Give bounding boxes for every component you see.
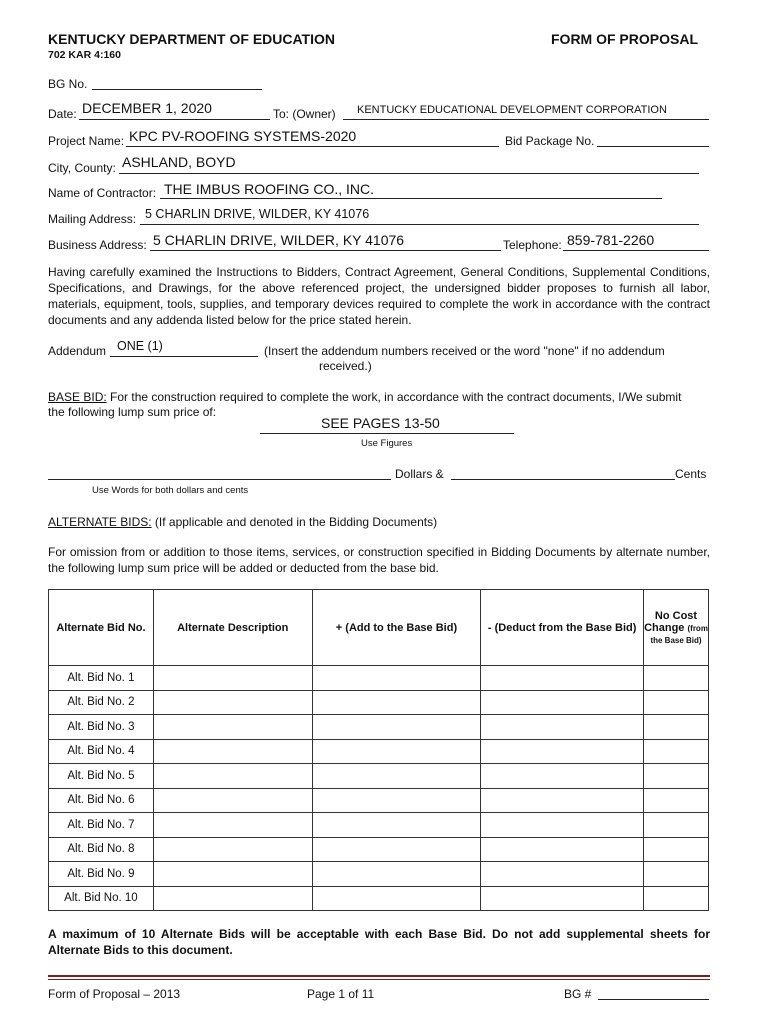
deduct-amount-cell[interactable] (481, 715, 644, 740)
telephone-line (563, 250, 709, 251)
bg-no-label: BG No. (48, 77, 88, 91)
add-amount-cell[interactable] (312, 666, 481, 691)
add-amount-cell[interactable] (312, 739, 481, 764)
dollars-words-field[interactable] (48, 479, 391, 480)
alternate-bids-note: (If applicable and denoted in the Bidding Documents) (151, 515, 438, 529)
footer-bg-field[interactable] (598, 999, 709, 1000)
column-header: + (Add to the Base Bid) (312, 590, 481, 666)
base-bid-text-cont: the following lump sum price of: (48, 405, 217, 419)
deduct-amount-cell[interactable] (481, 764, 644, 789)
alternate-limit-note: A maximum of 10 Alternate Bids will be acceptable with each Base Bid. Do not add supplemental sheets for Alternate Bids to this document. (48, 927, 710, 957)
deduct-amount-cell[interactable] (481, 862, 644, 887)
alt-description-cell[interactable] (153, 788, 312, 813)
deduct-amount-cell[interactable] (481, 837, 644, 862)
regulation-code: 702 KAR 4:160 (48, 49, 121, 61)
no-cost-cell[interactable] (644, 690, 709, 715)
no-cost-cell[interactable] (644, 813, 709, 838)
deduct-amount-cell[interactable] (481, 788, 644, 813)
no-cost-cell[interactable] (644, 666, 709, 691)
alternate-paragraph: For omission from or addition to those items, services, or construction specified in Bidding Documents by alternate number, the following lump sum price will be added or deducted from the base bid. (48, 545, 710, 575)
mailing-label: Mailing Address: (48, 212, 137, 226)
base-bid-text: For the construction required to complete the work, in accordance with the contract documents, I/We submit (106, 390, 682, 404)
business-line (150, 250, 501, 251)
owner-field[interactable]: KENTUCKY EDUCATIONAL DEVELOPMENT CORPORATION (357, 104, 667, 116)
no-cost-cell[interactable] (644, 862, 709, 887)
intro-paragraph: Having carefully examined the Instructions to Bidders, Contract Agreement, General Conditions, Supplemental Conditions, Specifications, and Drawings, for the above referenced project, the undersigned bidder proposes to furnish all labor, materials, equipment, tools, supplies, and temporary devices required to complete the work in accordance with the contract documents and any addenda listed below for the price stated herein. (48, 265, 710, 327)
mailing-field[interactable]: 5 CHARLIN DRIVE, WILDER, KY 41076 (145, 207, 370, 221)
date-field[interactable]: DECEMBER 1, 2020 (82, 100, 212, 116)
alt-bid-number: Alt. Bid No. 1 (49, 666, 154, 691)
no-cost-change: Change (644, 621, 685, 634)
date-line (79, 119, 270, 120)
column-header: Alternate Bid No. (49, 590, 154, 666)
alt-bid-number: Alt. Bid No. 3 (49, 715, 154, 740)
add-amount-cell[interactable] (312, 690, 481, 715)
alt-description-cell[interactable] (153, 715, 312, 740)
add-amount-cell[interactable] (312, 862, 481, 887)
contractor-label: Name of Contractor: (48, 186, 157, 200)
alt-bid-number: Alt. Bid No. 8 (49, 837, 154, 862)
alternate-bids-heading-line (48, 515, 437, 529)
addendum-field[interactable]: ONE (1) (117, 339, 163, 353)
addendum-instruction-cont: received.) (319, 359, 372, 373)
deduct-amount-cell[interactable] (481, 886, 644, 911)
no-cost-cell[interactable] (644, 764, 709, 789)
add-amount-cell[interactable] (312, 788, 481, 813)
add-amount-cell[interactable] (312, 764, 481, 789)
alt-bid-number: Alt. Bid No. 7 (49, 813, 154, 838)
footer-page-number: Page 1 of 11 (307, 987, 375, 1001)
alternate-bids-table (48, 589, 709, 911)
base-bid-figures-field[interactable]: SEE PAGES 13-50 (321, 415, 440, 431)
cents-words-field[interactable] (451, 479, 675, 480)
city-label: City, County: (48, 161, 116, 175)
deduct-amount-cell[interactable] (481, 739, 644, 764)
column-header: Alternate Description (153, 590, 312, 666)
use-figures-caption: Use Figures (361, 438, 413, 449)
add-amount-cell[interactable] (312, 715, 481, 740)
table-row (49, 862, 709, 887)
table-row (49, 715, 709, 740)
column-header-no-cost (644, 590, 709, 666)
addendum-line (110, 356, 258, 357)
footer-bg-label: BG # (564, 987, 592, 1001)
bg-no-field[interactable] (92, 89, 262, 90)
alt-description-cell[interactable] (153, 739, 312, 764)
mailing-line (140, 224, 699, 225)
alt-bid-number: Alt. Bid No. 5 (49, 764, 154, 789)
footer-form-name: Form of Proposal – 2013 (48, 987, 181, 1001)
alt-description-cell[interactable] (153, 690, 312, 715)
alt-bid-number: Alt. Bid No. 10 (49, 886, 154, 911)
alt-description-cell[interactable] (153, 886, 312, 911)
use-words-caption: Use Words for both dollars and cents (92, 485, 249, 496)
contractor-field[interactable]: THE IMBUS ROOFING CO., INC. (164, 181, 375, 197)
base-bid-paragraph (48, 389, 710, 405)
cents-label: Cents (675, 467, 707, 481)
column-header: - (Deduct from the Base Bid) (481, 590, 644, 666)
owner-label: To: (Owner) (273, 107, 336, 121)
table-row (49, 739, 709, 764)
add-amount-cell[interactable] (312, 813, 481, 838)
no-cost-label: No Cost (654, 609, 698, 622)
table-row (49, 764, 709, 789)
addendum-instruction: (Insert the addendum numbers received or the word "none" if no addendum (264, 344, 665, 358)
project-label: Project Name: (48, 134, 125, 148)
footer-rule-thin (48, 979, 710, 980)
footer-rule (48, 975, 710, 977)
no-cost-from: (from (687, 623, 708, 633)
no-cost-cell[interactable] (644, 739, 709, 764)
add-amount-cell[interactable] (312, 886, 481, 911)
telephone-label: Telephone: (503, 238, 562, 252)
contractor-line (160, 198, 662, 199)
deduct-amount-cell[interactable] (481, 666, 644, 691)
table-header-row (49, 590, 709, 666)
no-cost-cell[interactable] (644, 886, 709, 911)
alt-description-cell[interactable] (153, 764, 312, 789)
table-row (49, 837, 709, 862)
alt-bid-number: Alt. Bid No. 9 (49, 862, 154, 887)
no-cost-cell[interactable] (644, 788, 709, 813)
city-line (119, 173, 699, 174)
bid-package-field[interactable] (597, 146, 709, 147)
addendum-label: Addendum (48, 344, 107, 358)
owner-line (343, 119, 709, 120)
city-field[interactable]: ASHLAND, BOYD (122, 154, 236, 170)
base-bid-heading: BASE BID: (48, 390, 107, 404)
project-line (126, 146, 499, 147)
add-amount-cell[interactable] (312, 837, 481, 862)
business-field[interactable]: 5 CHARLIN DRIVE, WILDER, KY 41076 (153, 232, 405, 248)
deduct-amount-cell[interactable] (481, 813, 644, 838)
alt-description-cell[interactable] (153, 666, 312, 691)
no-cost-cell[interactable] (644, 837, 709, 862)
alt-bid-number: Alt. Bid No. 4 (49, 739, 154, 764)
table-row (49, 788, 709, 813)
no-cost-base: the Base Bid) (650, 635, 702, 645)
department-title: KENTUCKY DEPARTMENT OF EDUCATION (48, 31, 335, 47)
table-row (49, 813, 709, 838)
form-title: FORM OF PROPOSAL (551, 31, 698, 47)
table-row (49, 690, 709, 715)
alt-bid-number: Alt. Bid No. 6 (49, 788, 154, 813)
alt-description-cell[interactable] (153, 813, 312, 838)
date-label: Date: (48, 107, 77, 121)
dollars-label: Dollars & (395, 467, 444, 481)
alt-bid-number: Alt. Bid No. 2 (49, 690, 154, 715)
table-row (49, 886, 709, 911)
no-cost-cell[interactable] (644, 715, 709, 740)
bid-package-label: Bid Package No. (505, 134, 595, 148)
telephone-field[interactable]: 859-781-2260 (567, 232, 655, 248)
alt-description-cell[interactable] (153, 862, 312, 887)
alt-description-cell[interactable] (153, 837, 312, 862)
base-bid-figures-line (260, 433, 514, 434)
business-label: Business Address: (48, 238, 147, 252)
alternate-bids-heading: ALTERNATE BIDS: (48, 515, 152, 529)
deduct-amount-cell[interactable] (481, 690, 644, 715)
table-row (49, 666, 709, 691)
project-field[interactable]: KPC PV-ROOFING SYSTEMS-2020 (129, 128, 357, 144)
